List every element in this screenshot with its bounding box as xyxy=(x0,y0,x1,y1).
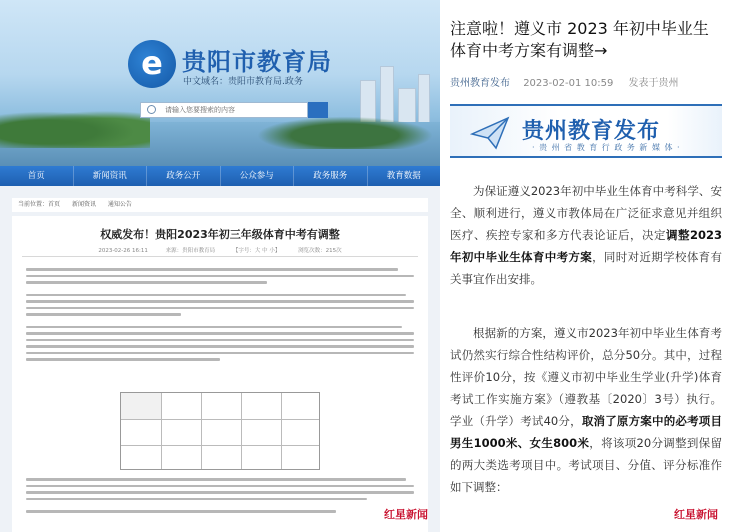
paragraph-text: ，同时对近期学校体育有关事宜作出安排。 xyxy=(450,250,723,286)
article-title: 注意啦！遵义市 2023 年初中毕业生体育中考方案有调整→ xyxy=(450,19,709,60)
trees-graphic xyxy=(0,108,150,148)
nav-item-participation[interactable]: 公众参与 xyxy=(221,166,295,186)
nav-item-gov-open[interactable]: 政务公开 xyxy=(147,166,221,186)
publish-location: 发表于贵州 xyxy=(628,78,679,89)
paragraph-text: ，将该项20分调整到保留的两大类选考项目中。考试项目、分值、评分标准作如下调整： xyxy=(450,436,722,494)
site-title: 贵阳市教育局 xyxy=(182,48,332,76)
article-body-text xyxy=(26,478,414,517)
article-date: 2023-02-26 16:11 xyxy=(98,248,148,254)
search-button[interactable] xyxy=(308,102,328,118)
article-title: 权威发布！贵阳2023年初三年级体育中考有调整 xyxy=(100,228,340,241)
article-source: 来源：贵阳市教育局 xyxy=(165,248,216,254)
search-placeholder: 请输入您要搜索的内容 xyxy=(165,106,235,114)
nav-item-services[interactable]: 政务服务 xyxy=(294,166,368,186)
site-logo-icon[interactable]: e xyxy=(128,40,176,88)
paragraph-1 xyxy=(450,180,722,290)
breadcrumb-item[interactable]: 新闻资讯 xyxy=(71,201,96,208)
watermark-logo: 红星新闻 xyxy=(674,508,718,521)
paragraph-emphasis: 取消了原方案中的必考项目男生1000米、女生800米 xyxy=(450,414,722,450)
site-banner xyxy=(0,0,440,166)
paragraph-2 xyxy=(450,322,722,498)
site-domain: 中文域名：贵阳市教育局.政务 xyxy=(183,77,303,87)
nav-item-news[interactable]: 新闻资讯 xyxy=(74,166,148,186)
search-icon xyxy=(147,105,156,114)
main-nav xyxy=(0,166,440,186)
schedule-table xyxy=(120,392,320,470)
wechat-article xyxy=(442,0,729,532)
article-meta xyxy=(12,246,428,254)
search-input[interactable] xyxy=(140,102,308,118)
trees-graphic xyxy=(250,115,440,149)
watermark-logo: 红星新闻 xyxy=(384,508,428,521)
brand-banner xyxy=(450,104,722,158)
nav-item-data[interactable]: 教育数据 xyxy=(386,171,421,181)
brand-name: 贵州教育发布 xyxy=(522,119,661,144)
article-panel xyxy=(12,216,428,532)
breadcrumb-item[interactable]: 当前位置：首页 xyxy=(18,201,61,208)
breadcrumb-item[interactable]: 通知公告 xyxy=(107,201,132,208)
publish-date: 2023-02-01 10:59 xyxy=(523,78,614,89)
font-size-switcher[interactable]: 【字号：大 中 小】 xyxy=(232,248,281,254)
article-body-text xyxy=(26,268,414,365)
breadcrumb xyxy=(12,198,428,212)
view-count: 浏览次数：215次 xyxy=(298,248,342,254)
nav-item-home[interactable]: 首页 xyxy=(0,166,74,186)
paragraph-emphasis: 调整2023年初中毕业生体育中考方案 xyxy=(450,228,722,264)
paper-plane-icon xyxy=(470,116,510,150)
divider xyxy=(22,256,418,257)
brand-subtitle: · 贵 州 省 教 育 行 政 务 新 媒 体 · xyxy=(532,143,681,152)
article-meta xyxy=(450,74,679,89)
paragraph-text: 根据新的方案，遵义市2023年初中毕业生体育考试仍然实行综合性结构评价，总分50分。其中，过程性评价10分，按《遵义市初中毕业生学业(升学)体育考试工作实施方案》（遵教基〔2020〕3号）执行。学业（升学）考试40分， xyxy=(450,326,722,428)
paragraph-text: 为保证遵义2023年初中毕业生体育中考科学、安全、顺利进行，遵义市教体局在广泛征求意见并组织医疗、疾控专家和多方代表论证后，决定 xyxy=(450,184,722,242)
account-name-link[interactable]: 贵州教育发布 xyxy=(450,78,510,89)
